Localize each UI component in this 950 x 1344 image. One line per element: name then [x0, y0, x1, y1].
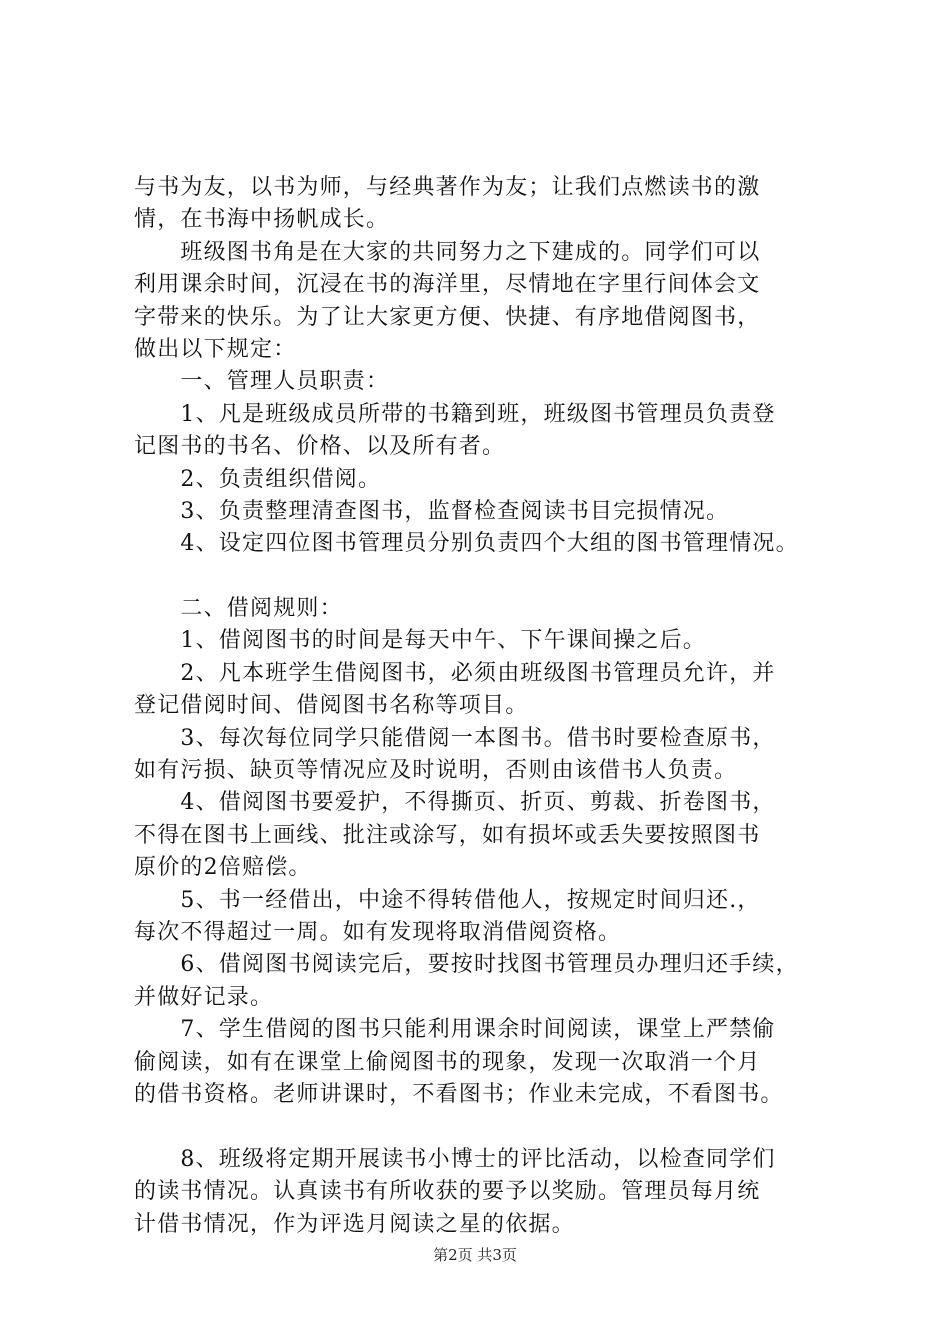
blank-line: [134, 1111, 864, 1143]
text-line: 利用课余时间，沉浸在书的海洋里，尽情地在字里行间体会文: [134, 272, 761, 298]
text-line: 的借书资格。老师讲课时，不看图书；作业未完成，不看图书。: [134, 1081, 784, 1107]
list-item: 6、借阅图书阅读完后，要按时找图书管理员办理归还手续，: [134, 952, 799, 978]
list-item: 5、书一经借出，中途不得转借他人，按规定时间归还.，: [134, 887, 761, 913]
text-line: 每次不得超过一周。如有发现将取消借阅资格。: [134, 919, 622, 945]
list-item: 1、借阅图书的时间是每天中午、下午课间操之后。: [134, 628, 706, 654]
text-line: 偷阅读，如有在课堂上偷阅图书的现象，发现一次取消一个月: [134, 1049, 761, 1075]
list-item: 3、每次每位同学只能借阅一本图书。借书时要检查原书，: [134, 725, 776, 751]
text-line: 不得在图书上画线、批注或涂写，如有损坏或丢失要按照图书: [134, 822, 761, 848]
text-line: 登记借阅时间、借阅图书名称等项目。: [134, 693, 529, 719]
text-line: 做出以下规定：: [134, 336, 297, 362]
document-body: [134, 172, 864, 1241]
page-number-footer: 第2页 共3页: [433, 1246, 517, 1264]
text-line: 原价的2倍赔偿。: [134, 855, 312, 881]
list-item: 4、借阅图书要爱护，不得撕页、折页、剪裁、折卷图书，: [134, 790, 776, 816]
text-line: 与书为友，以书为师，与经典著作为友；让我们点燃读书的激: [134, 175, 761, 200]
text-line: 情，在书海中扬帆成长。: [134, 207, 390, 233]
text-line: 的读书情况。认真读书有所收获的要予以奖励。管理员每月统: [134, 1179, 761, 1205]
list-item: 3、负责整理清查图书，监督检查阅读书目完损情况。: [134, 498, 730, 524]
text-line: 字带来的快乐。为了让大家更方便、快捷、有序地借阅图书，: [134, 304, 761, 330]
list-item: 7、学生借阅的图书只能利用课余时间阅读，课堂上严禁偷: [134, 1017, 776, 1043]
list-item: 2、负责组织借阅。: [134, 466, 382, 492]
list-item: 2、凡本班学生借阅图书，必须由班级图书管理员允许，并: [134, 660, 776, 686]
list-item: 8、班级将定期开展读书小博士的评比活动，以检查同学们: [134, 1146, 776, 1172]
blank-line: [134, 561, 864, 593]
text-line: 计借书情况，作为评选月阅读之星的依据。: [134, 1211, 575, 1237]
list-item: 4、设定四位图书管理员分别负责四个大组的图书管理情况。: [134, 531, 799, 557]
text-line: 记图书的书名、价格、以及所有者。: [134, 434, 506, 460]
text-line: 如有污损、缺页等情况应及时说明，否则由该借书人负责。: [134, 758, 738, 784]
section-heading: 二、借阅规则：: [134, 596, 343, 622]
section-heading: 一、管理人员职责：: [134, 369, 390, 395]
text-line: 并做好记录。: [134, 984, 274, 1010]
list-item: 1、凡是班级成员所带的书籍到班，班级图书管理员负责登: [134, 401, 776, 427]
paragraph-line: 班级图书角是在大家的共同努力之下建成的。同学们可以: [134, 239, 761, 265]
